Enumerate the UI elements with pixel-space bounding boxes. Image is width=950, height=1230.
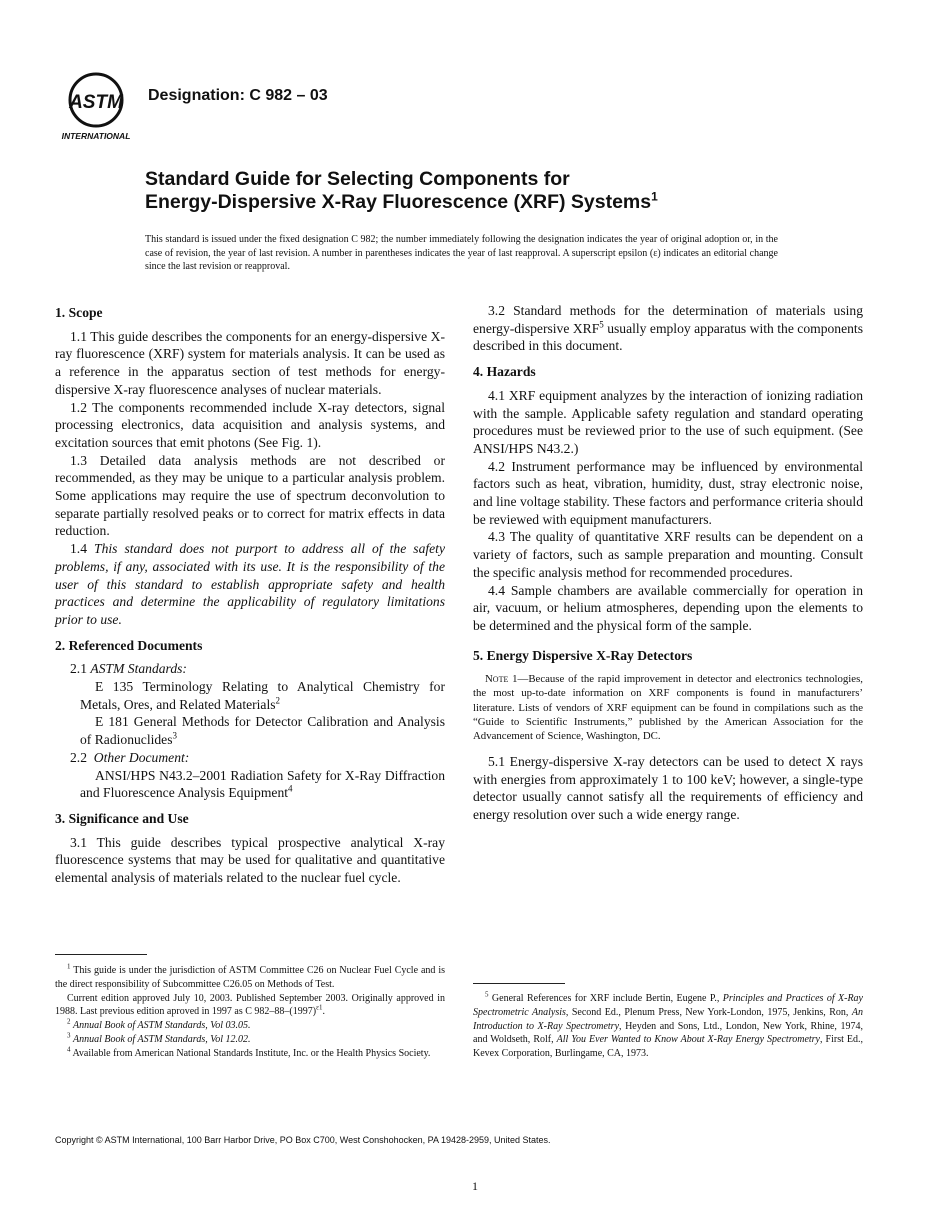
title-line-2 (145, 191, 905, 214)
paragraph-3-2 (473, 302, 863, 355)
right-column (473, 302, 863, 824)
astm-standards-label (55, 660, 445, 678)
paragraph-5-1: 5.1 Energy-dispersive X-ray detectors can be used to detect X rays with energies from approximately 1 to 100 keV; however, a single-type detector usually cannot satisfy all the requirements of efficiency and energy resolution over such a wide energy range. (473, 753, 863, 822)
paragraph-text: usually employ apparatus with the components described in this document. (473, 320, 863, 354)
footnote-5 (473, 992, 863, 1061)
section-heading-hazards: 4. Hazards (473, 364, 536, 380)
issuance-note: This standard is issued under the fixed designation C 982; the number immediately following the designation indicates the year of original adoption or, in the case of revision, the year of last revision. A number in parentheses indicates the year of last reapproval. A superscript epsilon (ε) indicates an editorial change since the last revision or reapproval. (145, 234, 778, 273)
footnote-mark: 3 (172, 730, 177, 741)
footnote-text: Current edition approved July 10, 2003. Published September 2003. Originally approved in 1988. Last previous edition aproved in 1997 as C 982–88–(1997) (55, 992, 445, 1018)
paragraph-4-2: 4.2 Instrument performance may be influenced by environmental factors such as heat, vibration, humidity, dust, stray electronic noise, and line voltage stability. These factors and performance criteria should be reviewed with equipment manufacturers. (473, 458, 863, 527)
footnote-mark: 5 (485, 990, 489, 999)
reference-e135 (55, 678, 445, 713)
sub-number: 2.1 (70, 661, 87, 677)
paragraph-4-4: 4.4 Sample chambers are available commercially for operation in air, vacuum, or helium atmospheres, depending upon the elements to be determined and the physical form of the sample. (473, 582, 863, 633)
footnote-mark: 4 (67, 1045, 71, 1054)
section-heading-scope: 1. Scope (55, 305, 103, 320)
footnote-text: This guide is under the jurisdiction of ASTM Committee C26 on Nuclear Fuel Cycle and is the direct responsibility of Subcommittee C26.05 on Methods of Test. (55, 965, 445, 990)
logo-text: ASTM (69, 92, 123, 113)
note-text: —Because of the rapid improvement in detector and electronics technologies, the most up-to-date information on XRF components is found in manufacturers’ literature. Lists of vendors of XRF equipment can be found in compilations such as the “Guide to Scientific Instruments,” published by the American Association for the Advancement of Science, Washington, DC. (473, 673, 863, 742)
copyright-notice: Copyright © ASTM International, 100 Barr Harbor Drive, PO Box C700, West Conshohocken, PA 19428-2959, United States. (55, 1135, 551, 1145)
note-1 (473, 672, 863, 742)
footnote-4 (55, 1047, 445, 1061)
footnote-text: Annual Book of ASTM Standards, Vol 03.05. (73, 1020, 251, 1032)
footnote-mark: 3 (67, 1031, 71, 1040)
title-line-1: Standard Guide for Selecting Components for (145, 168, 570, 190)
note-label: Note 1 (485, 673, 518, 686)
logo-subtext: INTERNATIONAL (61, 131, 131, 141)
footnote-text: Available from American National Standards Institute, Inc. or the Health Physics Society. (72, 1047, 431, 1059)
paragraph-1-4 (55, 540, 445, 629)
footnote-mark: 2 (275, 695, 281, 706)
paragraph-1-3: 1.3 Detailed data analysis methods are not described or recommended, as they may be unique to a particular analysis problem. Some applications may require the use of spectrum deconvolution to separate partially resolved peaks or to correct for matrix effects in data reduction. (55, 452, 445, 539)
paragraph-4-1: 4.1 XRF equipment analyzes by the interaction of ionizing radiation with the sample. Applicable safety regulation and standard operating procedures must be reviewed prior to the use of such equipment. (See ANSI/HPS N43.2.) (473, 387, 863, 456)
document-title (145, 168, 905, 214)
designation: Designation: C 982 – 03 (148, 87, 328, 104)
paragraph-1-4-text: This standard does not purport to address all of the safety problems, if any, associated with its use. It is the responsibility of the user of this standard to establish appropriate safety and health practices and determine the applicability of regulatory limitations prior to use. (55, 541, 445, 627)
paragraph-1-4-number: 1.4 (70, 541, 87, 557)
footnotes-left (55, 964, 445, 1061)
left-column (55, 302, 445, 887)
footnote-rule-right (473, 983, 565, 984)
footnote-mark: 4 (288, 783, 293, 794)
footnote-title: Principles and Practices of X-Ray Spectrometric Analysis (473, 993, 863, 1018)
footnote-1-edition (55, 992, 445, 1020)
section-heading-detectors: 5. Energy Dispersive X-Ray Detectors (473, 647, 693, 663)
paragraph-1-1: 1.1 This guide describes the components for an energy-dispersive X-ray fluorescence (XRF) system for materials analysis. It can be used as a reference in the apparatus section of test methods for energy-dispersive X-ray fluorescence analyses of nuclear materials. (55, 328, 445, 397)
section-heading-referenced-documents: 2. Referenced Documents (55, 637, 203, 653)
footnote-1 (55, 964, 445, 992)
sub-label: ASTM Standards: (90, 661, 187, 677)
footnote-3 (55, 1033, 445, 1047)
paragraph-1-2: 1.2 The components recommended include X-ray detectors, signal processing electronics, data acquisition and analysis systems, and excitation sources that emit photons (See Fig. 1). (55, 399, 445, 450)
sub-number: 2.2 (70, 749, 87, 765)
footnote-text: , Second Ed., Plenum Press, New York-London, 1975, Jenkins, Ron, (565, 1006, 852, 1018)
footnote-text: , Heyden and Sons, Ltd., London, New York, Rhine, 1974, and Woldseth, Rolf, (473, 1020, 863, 1046)
other-document-label (55, 749, 445, 767)
footnotes-right (473, 992, 863, 1061)
title-line-2-text: Energy-Dispersive X-Ray Fluorescence (XRF) Systems (145, 191, 652, 213)
reference-text: E 181 General Methods for Detector Calibration and Analysis of Radionuclides (80, 714, 445, 748)
reference-ansi (55, 767, 445, 802)
footnote-rule-left (55, 954, 147, 955)
footnote-text: . (322, 1006, 326, 1018)
footnote-text: , First Ed., Kevex Corporation, Burlingame, CA, 1973. (473, 1034, 864, 1060)
footnote-2 (55, 1019, 445, 1033)
reference-e181 (55, 713, 445, 748)
sub-label: Other Document: (93, 749, 190, 765)
title-footnote-mark: 1 (651, 189, 658, 204)
section-heading-significance: 3. Significance and Use (55, 810, 189, 826)
paragraph-3-1: 3.1 This guide describes typical prospective analytical X-ray fluorescence systems that may be used for qualitative and quantitative elemental analysis of materials related to the nuclear fuel cycle. (55, 834, 445, 886)
footnote-mark: 5 (599, 319, 604, 330)
footnote-title: An Introduction to X-Ray Spectrometry (473, 1006, 863, 1032)
reference-text: ANSI/HPS N43.2–2001 Radiation Safety for X-Ray Diffraction and Fluorescence Analysis Equipment (80, 767, 445, 801)
footnote-title: All You Ever Wanted to Know About X-Ray Energy Spectrometry (556, 1034, 820, 1046)
reference-text: E 135 Terminology Relating to Analytical Chemistry for Metals, Ores, and Related Materials (80, 679, 445, 712)
epsilon-mark: ε1 (316, 1004, 323, 1013)
footnote-mark: 2 (67, 1017, 71, 1026)
astm-logo (57, 70, 135, 142)
paragraph-4-3: 4.3 The quality of quantitative XRF results can be dependent on a variety of factors, such as sample preparation and mounting. Consult the specific analysis method for recommended procedures. (473, 529, 863, 580)
paragraph-text: 3.2 Standard methods for the determination of materials using energy-dispersive XRF (473, 303, 863, 336)
footnote-mark: 1 (67, 962, 71, 971)
footnote-text: General References for XRF include Bertin, Eugene P., (491, 993, 723, 1004)
footnote-text: Annual Book of ASTM Standards, Vol 12.02. (73, 1033, 251, 1045)
page-number: 1 (472, 1179, 478, 1193)
